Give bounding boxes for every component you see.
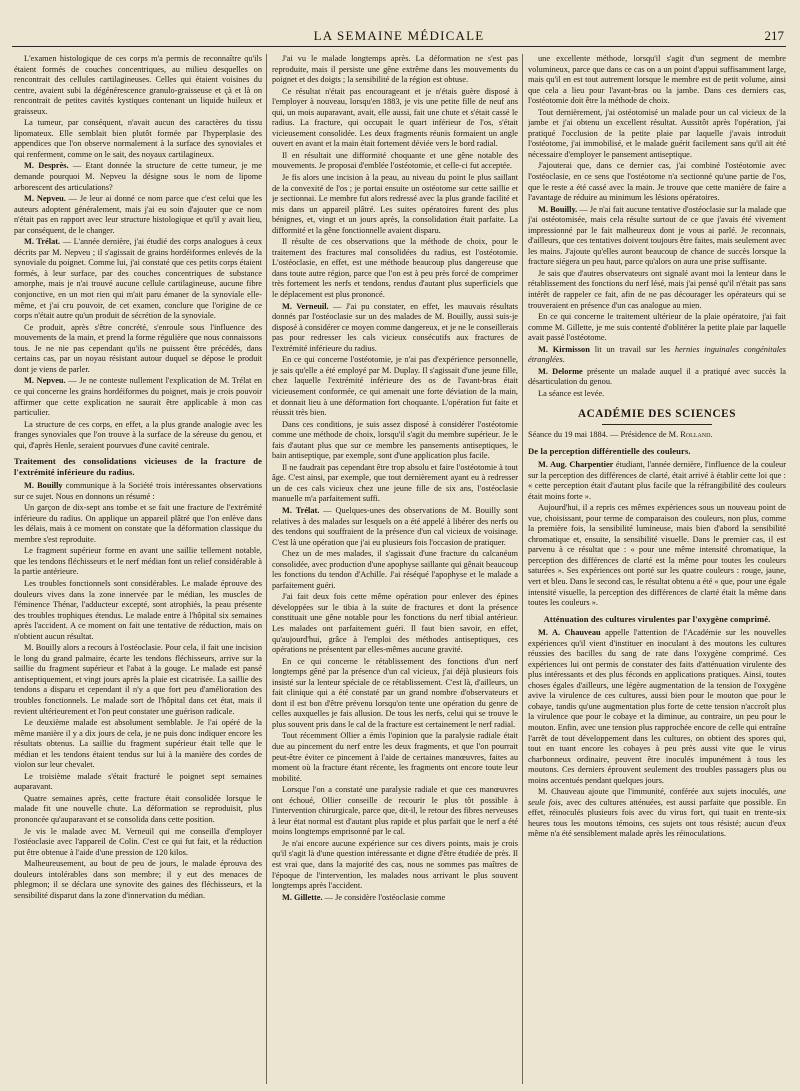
column-rule	[266, 54, 267, 1084]
paragraph-text: Le deuxième malade est absolument semblable. Je l'ai opéré de la même manière il y a dix jours de cela, je ne puis donc indiquer encore les résultats obtenus. La saillie du fragment supérieur était telle que le médian et les tendons étaient tendus sur lui à la manière des cordes de violon sur leur chevalet.	[14, 718, 262, 770]
paragraph-text: — L'année dernière, j'ai étudié des corps analogues à ceux décrits par M. Nepveu ; il s'agissait de grains hordéiformes enlevés de la synoviale du poignet. Comme lui, j'ai constaté que ces petits corps étaient formés, à leur surface, par des couches concentriques de substance amorphe, mais je n'ai trouvé aucune cellule cartilagineuse, aucune fibre conjonctive, en un mot rien qui m'ait paru émaner de la synoviale elle-même, et j'ai cru pouvoir, de cet examen, conclure que l'origine de ce corps n'était autre qu'un produit de sécrétion de la synoviale.	[14, 237, 262, 321]
paragraph-text: La séance est levée.	[538, 388, 605, 398]
speaker-name: M. Aug. Charpentier	[538, 460, 614, 469]
paragraph	[528, 312, 786, 344]
paragraph	[272, 592, 518, 655]
paragraph-text: Tout récemment Ollier a émis l'opinion que la paralysie radiale était due au pincement du nerf entre les deux fragments, et que l'on pourrait peut-être éviter ce pincement à l'aide de certaines manœuvres, faites au moment où la fracture étant récente, les fragments ont encore toute leur mobilité.	[272, 731, 518, 783]
paragraph	[528, 503, 786, 608]
paragraph	[272, 731, 518, 784]
paragraph-text: M. Bouilly alors a recours à l'ostéoclasie. Pour cela, il fait une incision le long du grand palmaire, écarte les tendons fléchisseurs, arrive sur la saillie du fragment supérieur et l'abat à la gouge. Le malade est pansé antiseptiquement, et vingt jours après la plaie est cicatrisée. La saillie des tendons a disparu et cependant il n'y a que fort peu d'amélioration des troubles fonctionnels. Le malade sort de l'hôpital dans cet état, mais il revient ultérieurement et l'on peut constater une guérison radicale.	[14, 643, 262, 716]
speaker-name: M. Bouilly	[24, 481, 63, 491]
paragraph-text: Ce résultat n'était pas encourageant et je n'étais guère disposé à l'employer à nouveau, lorsqu'en 1883, je vis une petite fille de neuf ans qui, un mois auparavant, avait, elle aussi, fait une chute et s'était cassé le radius. La fracture, qui occupait le quart inférieur de l'os, s'était vicieusement consolidée. Les deux fragments réunis formaient un angle ouvert en avant et la main était fortement déviée vers le bord radial.	[272, 86, 518, 149]
paragraph	[272, 463, 518, 505]
academy-reports	[528, 446, 786, 840]
session-line	[528, 430, 786, 441]
paragraph	[272, 355, 518, 418]
section-heading: Traitement des consolidations vicieuses de la fracture de l'extrémité inférieure du radius.	[14, 456, 262, 477]
paragraph-text: Quatre semaines après, cette fracture était consolidée lorsque le malade fit une nouvelle chute. La déformation se reproduisit, plus prononcée qu'auparavant et se consolida dans cette position.	[14, 793, 262, 824]
paragraph-text: En ce qui concerne l'ostéotomie, je n'ai pas d'expérience personnelle, je sais qu'elle a été employé par M. Duplay. Il s'agissait d'une jeune fille, chez laquelle l'extrémité inférieure des os de l'avant-bras était vicieusement conformée, ce qui amenait une forte déviation de la main, et donnait lieu à une déformation fort choquante. L'opération fut faite et réussit très bien.	[272, 355, 518, 418]
paragraph-text: — Quelques-unes des observations de M. Bouilly sont relatives à des malades sur lesquels on a été appelé à libérer des nerfs ou des tendons qui souffraient de la présence d'un cal vicieux de voisinage. C'est là une opération que j'ai eu plusieurs fois l'occasion de pratiquer.	[272, 505, 518, 547]
paragraph	[272, 151, 518, 172]
paragraph-text: une excellente méthode, lorsqu'il s'agit d'un segment de membre volumineux, parce que dans ce cas on a un point d'appui suffisamment large, mais qu'il en est tout autrement lorsque le membre est de petit volume, ainsi que cela a lieu pour l'avant-bras ou la jambe. Dans ces derniers cas, l'ostéotomie doit être la méthode de choix.	[528, 54, 786, 106]
paragraph-text: lit un travail sur les	[594, 344, 671, 354]
paragraph	[272, 420, 518, 462]
paragraph-text: Lorsque l'on a constaté une paralysie radiale et que ces manœuvres ont échoué, Ollier conseille de recourir le plus tôt possible à l'intervention chirurgicale, parce que, dit-il, le retour des fibres nerveuses à leur état normal est d'autant plus rapide et plus parfait que le nerf a été moins longtemps emprisonné par le cal.	[272, 785, 518, 837]
paragraph-text: Le fragment supérieur forme en avant une saillie tellement notable, que les tendons fléchisseurs et le nerf médian font un relief considérable à la partie antérieure.	[14, 546, 262, 577]
speaker-paragraph	[272, 506, 518, 548]
paragraph	[14, 643, 262, 717]
paragraph-text: Le troisième malade s'était fracturé le poignet sept semaines auparavant.	[14, 771, 262, 792]
paragraph	[14, 718, 262, 771]
session-prefix: Séance du 19 mai 1884. — Présidence de M.	[528, 430, 679, 440]
column-right	[528, 54, 786, 1084]
paragraph-text: La structure de ces corps, en effet, a la plus grande analogie avec les franges synoviales que l'on trouve à la surface de la séreuse du genou, et qui, d'après Henle, seraient pourvues d'une cavité centrale.	[14, 419, 262, 450]
speaker-paragraph	[14, 237, 262, 321]
speaker-name: M. Trélat.	[282, 505, 320, 515]
speaker-name: M. A. Chauveau	[538, 628, 601, 638]
speaker-paragraph	[14, 194, 262, 236]
paragraph-text: Tout dernièrement, j'ai ostéotomisé un malade pour un cal vicieux de la jambe et j'ai obtenu un excellent résultat. Aussitôt après l'opération, j'ai pratiqué l'occlusion de la petite plaie par laquelle j'avais introduit l'ostéotome, j'ai immobilisé, et le malade guérit facilement sans qu'il ait été nécessaire d'employer le pansement antiseptique.	[528, 107, 786, 159]
surgery-society-continuation	[528, 54, 786, 400]
paragraph	[14, 859, 262, 901]
paragraph	[528, 269, 786, 311]
paragraph-text: J'ai fait deux fois cette même opération pour enlever des épines développées sur le tibia à la suite de fractures et dont la présence constituait une gêne notable pour les fonctions du nerf tibial antérieur. Les malades ont parfaitement guéri. Il faut bien savoir, en effet, qu'aujourd'hui, grâce à l'emploi des méthodes antiseptiques, ces opérations ne présentent par elles-mêmes aucune gravité.	[272, 592, 518, 655]
speaker-paragraph	[272, 302, 518, 355]
speaker-paragraph	[14, 481, 262, 502]
paragraph-text: En ce qui concerne le traitement ultérieur de la plaie opératoire, j'ai fait comme M. Gillette, je me suis contenté d'oblitérer la petite plaie par laquelle avait passé l'ostéotome.	[528, 312, 786, 343]
paragraph	[14, 503, 262, 545]
paragraph-text: Dans ces conditions, je suis assez disposé à considérer l'ostéotomie comme une méthode de choix, lorsqu'il s'agit du membre supérieur. Je le fais d'autant plus que sur ce membre les pansements antiseptiques, le bain antiseptique, par exemple, sont d'une application plus facile.	[272, 419, 518, 461]
section-heading: De la perception différentielle des couleurs.	[528, 445, 691, 456]
paragraph	[14, 772, 262, 793]
paragraph	[14, 827, 262, 859]
paragraph-text: — Je n'ai fait aucune tentative d'ostéoclasie sur la malade que j'ai ostéotomisée, mais cela résulte surtout de ce que j'avais été vivement impressionné par le fait malheureux dont je vous ai parlé. Je reconnais, d'ailleurs, que ces tentatives doivent toujours être faites, mais seulement avec les mains. J'ajoute qu'elles auront beaucoup de chance de succès lorsque la fracture siégera un peu haut, parce qu'alors on aura une prise suffisante.	[528, 204, 786, 267]
paragraph-text: Aujourd'hui, il a repris ces mêmes expériences sous un nouveau point de vue, choisissant, pour terme de comparaison des couleurs, non plus, comme la première fois, la sensibilité lumineuse, mais bien d'abord la sensibilité chromatique et, ensuite, la sensibilité visuelle. Dans le premier cas, il est parvenu à ce résultat que : « pour une même intensité chromatique, la perception des différences de clarté est la même pour toutes les couleurs saturées ». Ses expériences ont porté sur les quatre couleurs : rouge, jaune, vert et bleu. Dans le second cas, le résultat obtenu a été « que, pour une égale intensité visuelle, la perception des différences de clarté était la même dans toutes les couleurs ».	[528, 503, 786, 608]
paragraph	[14, 323, 262, 376]
paragraph	[14, 54, 262, 117]
speaker-paragraph	[528, 460, 786, 502]
paragraph-text: appelle l'attention de l'Académie sur les nouvelles expériences qu'il vient d'instituer en inoculant à des moutons les cultures réussies des bacilles du sang de rate dans l'oxygène comprimé. Ces expériences lui ont permis de constater des faits d'atténuation virulente des plus intéressants et des plus féconds en applications pratiques. Ainsi, toutes choses égales d'ailleurs, une légère augmentation de la tension de l'oxygène avive la virulence de ces cultures, aussi bien pour le mouton que pour le cobaye, tandis qu'une augmentation plus forte de cette tension n'accroît plus la virulence que pour le cobaye et la diminue, au contraire, un peu pour le mouton. Enfin, avec une tension plus rapprochée encore de celle qui entraîne l'arrêt de tout développement dans les cultures, on obtient des spores qui, tout en tuant encore les cobayes à peu près aussi vite que le virus charbonneux ordinaire, peuvent être inoculés impunément à tous les moutons. Ces derniers éprouvent seulement des troubles passagers plus ou moins accentués pendant quelques jours.	[528, 628, 786, 785]
paragraph-text: Un garçon de dix-sept ans tombe et se fait une fracture de l'extrémité inférieure du radius. On applique un appareil plâtré que l'on enlève dans les délais, mais à ce moment on constate que la déformation classique du membre s'est reproduite.	[14, 503, 262, 544]
paragraph-text: Je vis le malade avec M. Verneuil qui me conseilla d'employer l'ostéoclasie avec l'appareil de Colin. C'est ce qui fut fait, et la réduction put être obtenue à l'aide d'une pression de 120 kilos.	[14, 826, 262, 857]
speaker-paragraph	[528, 367, 786, 388]
paragraph	[14, 546, 262, 578]
speaker-name: M. Desprès.	[24, 161, 69, 171]
paragraph	[14, 118, 262, 160]
paragraph	[272, 549, 518, 591]
paragraph-text: présente un malade auquel il a pratiqué avec succès la désarticulation du genou.	[528, 366, 786, 387]
paragraph	[528, 161, 786, 203]
paragraph	[14, 420, 262, 452]
paragraph-text: étudiant, l'année dernière, l'influence de la couleur sur la perception des différences de clarté, était arrivé à établir cette loi que : « cette perception était d'autant plus facile que la réfrangibilité des couleurs était moins forte ».	[528, 460, 786, 501]
paragraph-text: — Je ne conteste nullement l'explication de M. Trélat en ce qui concerne les grains hordéiformes du poignet, mais je crois pouvoir affirmer que cette explication ne saurait être applicable à mon cas particulier.	[14, 376, 262, 418]
speaker-paragraph	[272, 893, 518, 904]
paragraph-text: J'ajouterai que, dans ce dernier cas, j'ai combiné l'ostéotomie avec l'ostéoclasie, en ce sens que l'ostéotome n'a sectionné qu'une partie de l'os, que le reste a été cassé avec la main. Je trouve que cette manière de faire a l'avantage de réduire au minimum les lésions opératoires.	[528, 161, 786, 203]
speaker-paragraph	[528, 205, 786, 268]
paragraph-text: Les troubles fonctionnels sont considérables. Le malade éprouve des douleurs vives dans la zone innervée par le médian, les muscles de l'éminence Thénar, l'adducteur excepté, sont atrophiés, la peau présente des troubles trophiques étendus. Le malade entre à l'hôpital six semaines après l'accident. A ce moment on fait une tentative de réduction, mais on n'obtient aucun résultat.	[14, 578, 262, 641]
paragraph-text: — Je considère l'ostéoclasie comme	[324, 892, 446, 902]
paragraph	[272, 173, 518, 236]
paragraph-text: — J'ai pu constater, en effet, les mauvais résultats donnés par l'ostéoclasie sur un des malades de M. Bouilly, aussi suis-je disposé à considérer ce moyen comme dangereux, et je ne le conseillerais pas pour redresser les cals vicieux consécutifs aux fractures de l'extrémité inférieure du radius.	[272, 301, 518, 353]
paragraph	[272, 87, 518, 150]
paragraph	[528, 108, 786, 161]
speaker-name: M. Gillette.	[282, 892, 323, 902]
paragraph	[528, 787, 786, 840]
speaker-name: M. Trélat.	[24, 237, 61, 247]
speaker-name: M. Delorme	[538, 366, 583, 376]
speaker-paragraph	[528, 628, 786, 786]
speaker-name: M. Nepveu.	[24, 194, 66, 204]
italic-text: hernies inguinales congénitales étranglées.	[528, 344, 786, 365]
paragraph-text: Je sais que d'autres observateurs ont signalé avant moi la lenteur dans le rétablissement des fonctions du nerf lésé, mais j'ai pensé qu'il n'était pas sans intérêt de rappeler ce fait, afin de ne pas décourager les opérateurs qui se trouveraient en présence d'un cas analogue au mien.	[528, 268, 786, 310]
session-president: Rolland	[680, 430, 711, 440]
paragraph-text: Je fis alors une incision à la peau, au niveau du point le plus saillant de la convexité de l'os ; je portai ensuite un ostéotome sur cette saillie et je sectionnai. Le membre fut alors redressé avec la plus grande facilité et mis dans un appareil plâtré. Les suites opératoires furent des plus bénignes, et, vingt et un jours après, la consolidation était parfaite. La difformité et la gêne fonctionnelle avaient disparu.	[272, 173, 518, 235]
column-middle	[272, 54, 518, 1084]
paragraph-text: Malheureusement, au bout de peu de jours, le malade éprouva des douleurs intolérables dans son membre; il y eut des menaces de phlegmon; il se déclara une synovite des gaines des fléchisseurs, et la sensibilité disparut dans la zone d'innervation du médian.	[14, 859, 262, 900]
paragraph-text: avec des cultures atténuées, est aussi parfaite que possible. En effet, réinoculés plusieurs fois avec du virus fort, qui tuait en trente-six heures tous les moutons témoins, ces sujets ont tous résisté; aucun d'eux même n'a été sensiblement malade après les réinoculations.	[528, 797, 786, 839]
paragraph-text: L'examen histologique de ces corps m'a permis de reconnaître qu'ils étaient formés de couches concentriques, au milieu desquelles on rencontrait des cellules cartilagineuses. Celles qui étaient voisines du centre, avaient subi la dégénérescence granulo-graisseuse et çà et là on rencontrait de petites cavités kystiques contenant un liquide huileux et graisseux.	[14, 54, 262, 116]
paragraph-text: communique à la Société trois intéressantes observations sur ce sujet. Nous en donnons un résumé :	[14, 481, 262, 501]
speaker-name: M. Bouilly.	[538, 204, 578, 214]
speaker-name: M. Nepveu.	[24, 376, 66, 386]
page-header	[12, 6, 786, 47]
paragraph	[528, 54, 786, 107]
paragraph	[272, 54, 518, 86]
paragraph	[14, 794, 262, 826]
academy-rule	[602, 424, 712, 425]
paragraph-text: Ce produit, après s'être concrété, s'enroule sous l'influence des mouvements de la main, et prend la forme régulière que nous connaissons tous. Je ne nie pas cependant qu'ils ne puissent être précédés, dans certains cas, par un noyau résistant autour duquel se dépose le produit dont je viens de parler.	[14, 322, 262, 374]
journal-title: LA SEMAINE MÉDICALE	[313, 28, 485, 43]
column-left	[14, 54, 262, 1084]
speaker-paragraph	[528, 345, 786, 366]
paragraph	[272, 657, 518, 731]
paragraph-text: Je n'ai encore aucune expérience sur ces divers points, mais je crois qu'il s'agit là d'une question intéressante et digne d'être étudiée de près. Il est vrai que, dans la majorité des cas, nous ne sommes pas maîtres de l'époque de l'intervention, les malades nous arrivant le plus souvent longtemps après l'accident.	[272, 838, 518, 891]
speaker-name: M. Kirmisson	[538, 344, 590, 354]
paragraph	[272, 785, 518, 838]
paragraph-text: Il ne faudrait pas cependant être trop absolu et faire l'ostéotomie à tout âge. C'est ainsi, par exemple, que tout dernièrement ayant eu à redresser un de ces cals vicieux chez une jeune fille de six ans, l'ostéoclasie manuelle m'a parfaitement suffi.	[272, 462, 518, 504]
column-rule	[522, 54, 523, 1084]
paragraph-text: J'ai vu le malade longtemps après. La déformation ne s'est pas reproduite, mais il persiste une gêne extrême dans les mouvements du poignet et des doigts ; la sensibilité de la région est obtuse.	[272, 54, 518, 85]
speaker-name: M. Verneuil.	[282, 301, 329, 311]
paragraph	[528, 389, 786, 400]
session-suffix: .	[710, 430, 713, 440]
paragraph-text: En ce qui concerne le rétablissement des fonctions d'un nerf longtemps gêné par la présence d'un cal vicieux, j'ai déjà plusieurs fois insisté sur la lenteur spéciale de ce rétablissement. C'est là, d'ailleurs, un fait clinique qui a été constaté par un grand nombre d'observateurs et dont il est bon d'être prévenu lorsqu'on tente une opération du genre de celles auxquelles je fais allusion. De tous les nerfs, celui qui se trouve le plus souvent pris dans le cal de la fracture est certainement le nerf radial.	[272, 656, 518, 729]
paragraph-text: Chez un de mes malades, il s'agissait d'une fracture du calcanéum consolidée, avec production d'une apophyse saillante qui gênait beaucoup les fonctions du tendon d'Achille. J'ai réséqué l'apophyse et le malade a parfaitement guéri.	[272, 549, 518, 590]
paragraph-text: La tumeur, par conséquent, n'avait aucun des caractères du tissu lipomateux. Elle semblait bien plutôt formée par l'hyperplasie des appendices que l'on observe normalement à la surface des synoviales et qui renferment, comme on le sait, des noyaux cartilagineux.	[14, 118, 262, 159]
speaker-paragraph	[14, 376, 262, 418]
speaker-paragraph	[14, 161, 262, 193]
academy-heading: ACADÉMIE DES SCIENCES	[577, 407, 737, 420]
paragraph-text: Il en résultait une difformité choquante et une gêne notable des mouvements. Je proposai d'emblée l'ostéotomie, et celle-ci fut acceptée.	[272, 150, 518, 171]
paragraph-text: M. Chauveau ajoute que l'immunité, conférée aux sujets inoculés,	[538, 787, 771, 797]
section-heading: Atténuation des cultures virulentes par l'oxygène comprimé.	[543, 613, 771, 624]
italic-text: une seule fois,	[528, 787, 786, 807]
paragraph-text: — Je leur ai donné ce nom parce que c'est celui que les auteurs adoptent généralement, mais j'ai eu soin d'ajouter que ce nom n'était pas en rapport avec leur structure histologique et qu'il y avait lieu, par conséquent, de le changer.	[14, 194, 262, 235]
page-number: 217	[764, 28, 784, 43]
paragraph-text: — Etant donnée la structure de cette tumeur, je me demande pourquoi M. Nepveu la désigne sous le nom de lipome arborescent des articulations?	[14, 161, 262, 192]
paragraph	[272, 237, 518, 300]
paragraph-text: Il résulte de ces observations que la méthode de choix, pour le traitement des fractures mal consolidées du radius, est l'ostéotomie. L'ostéoclasie, en effet, est une méthode beaucoup plus dangereuse que dans toute autre région, parce que l'on est à peu près forcé de comprimer très fortement les nerfs et tendons, rendus d'autant plus superficiels que le déplacement est plus prononcé.	[272, 237, 518, 300]
paragraph	[272, 839, 518, 892]
paragraph	[14, 579, 262, 642]
